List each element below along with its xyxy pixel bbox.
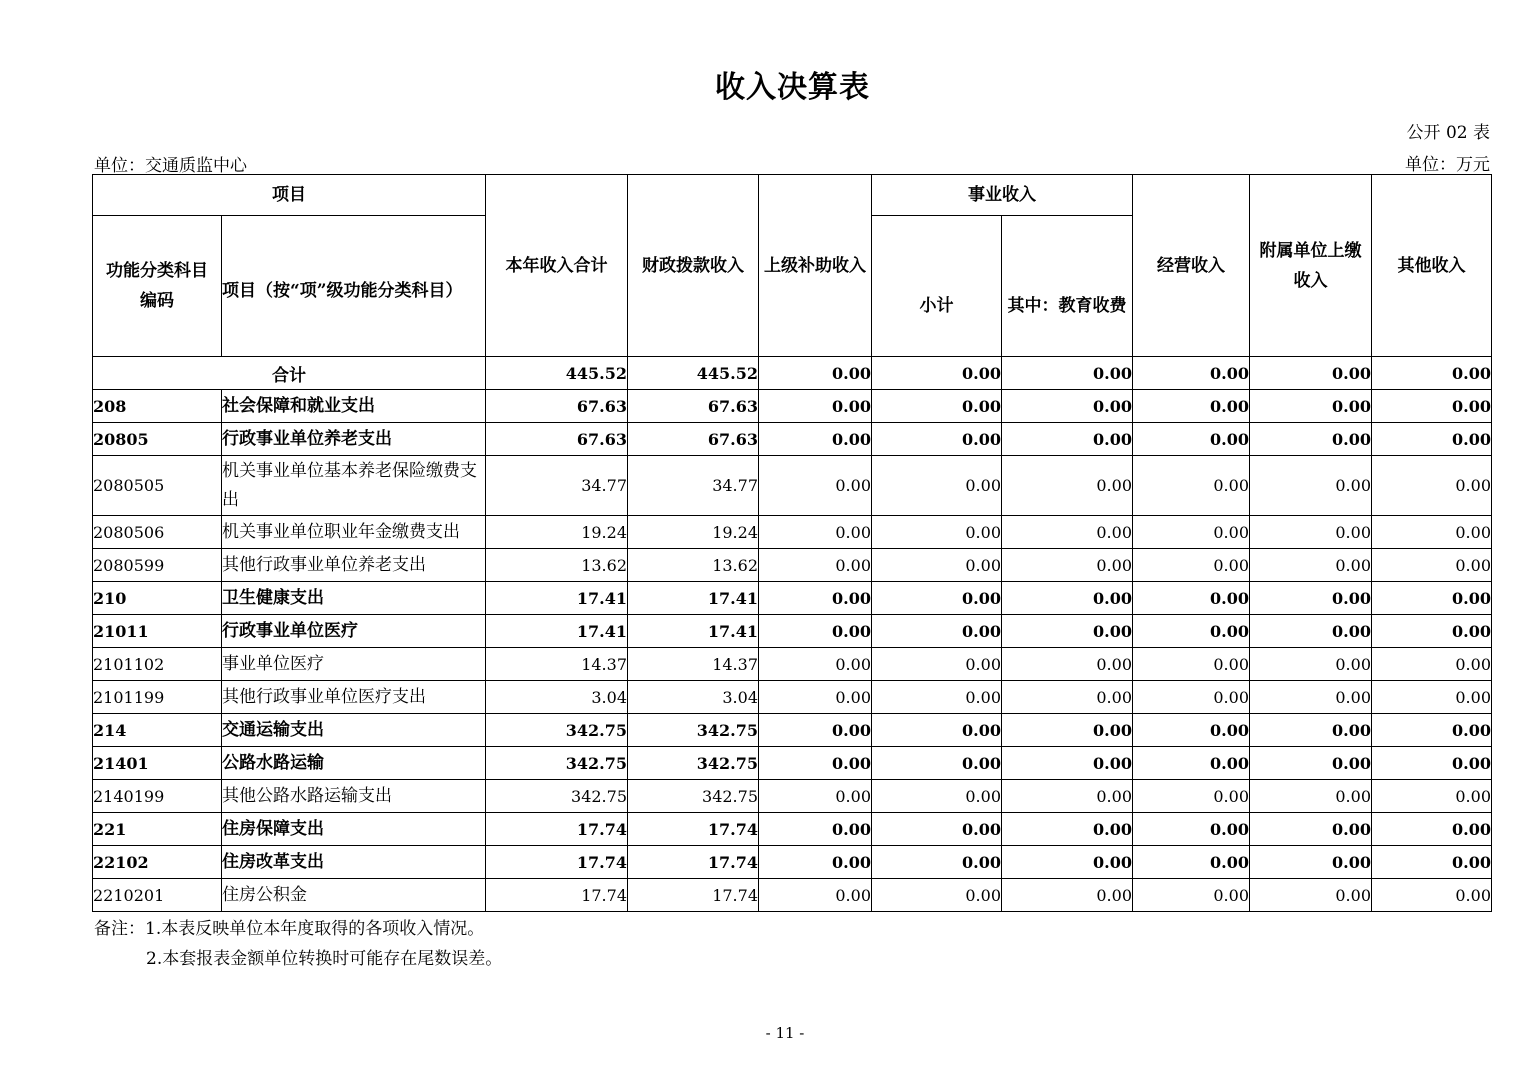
row-value: 17.41	[628, 615, 759, 648]
header-subtotal: 小计	[872, 216, 1002, 357]
row-value: 0.00	[1250, 390, 1372, 423]
row-value: 0.00	[1250, 456, 1372, 516]
row-value: 0.00	[1372, 456, 1492, 516]
row-name: 公路水路运输	[222, 747, 486, 780]
row-value: 0.00	[872, 747, 1002, 780]
row-value: 0.00	[1133, 714, 1250, 747]
row-value: 0.00	[872, 846, 1002, 879]
row-value: 342.75	[628, 747, 759, 780]
row-value: 0.00	[1002, 390, 1133, 423]
row-value: 0.00	[1250, 813, 1372, 846]
row-code: 2140199	[93, 780, 222, 813]
row-code: 21401	[93, 747, 222, 780]
row-value: 0.00	[1133, 456, 1250, 516]
table-row	[93, 516, 1492, 549]
row-code: 221	[93, 813, 222, 846]
row-value: 67.63	[628, 390, 759, 423]
row-name: 住房改革支出	[222, 846, 486, 879]
table-row	[93, 582, 1492, 615]
form-number: 公开 02 表	[1406, 123, 1490, 143]
total-cell: 445.52	[486, 357, 628, 390]
table-row	[93, 549, 1492, 582]
row-value: 0.00	[1250, 879, 1372, 912]
row-name: 社会保障和就业支出	[222, 390, 486, 423]
row-name: 住房公积金	[222, 879, 486, 912]
table-row	[93, 846, 1492, 879]
total-cell: 0.00	[1133, 357, 1250, 390]
row-name: 行政事业单位养老支出	[222, 423, 486, 456]
table-row	[93, 648, 1492, 681]
notes	[94, 914, 502, 974]
row-value: 67.63	[628, 423, 759, 456]
row-code: 2080506	[93, 516, 222, 549]
row-value: 0.00	[759, 549, 872, 582]
row-value: 67.63	[486, 423, 628, 456]
header-fiscal: 财政拨款收入	[628, 175, 759, 357]
row-value: 14.37	[628, 648, 759, 681]
row-value: 342.75	[628, 780, 759, 813]
table-row	[93, 681, 1492, 714]
row-value: 0.00	[1133, 582, 1250, 615]
row-value: 0.00	[1250, 846, 1372, 879]
row-value: 0.00	[759, 813, 872, 846]
row-value: 0.00	[1002, 780, 1133, 813]
row-value: 0.00	[1250, 747, 1372, 780]
table-row	[93, 813, 1492, 846]
row-value: 0.00	[759, 423, 872, 456]
row-code: 2101102	[93, 648, 222, 681]
row-code: 2080505	[93, 456, 222, 516]
row-value: 0.00	[1002, 813, 1133, 846]
row-value: 0.00	[1372, 780, 1492, 813]
row-value: 0.00	[1133, 549, 1250, 582]
row-value: 0.00	[1002, 549, 1133, 582]
row-value: 0.00	[1250, 714, 1372, 747]
table-row	[93, 390, 1492, 423]
row-value: 17.74	[486, 813, 628, 846]
row-name: 行政事业单位医疗	[222, 615, 486, 648]
total-cell: 0.00	[1372, 357, 1492, 390]
row-value: 0.00	[1133, 648, 1250, 681]
row-value: 0.00	[1372, 648, 1492, 681]
row-value: 3.04	[486, 681, 628, 714]
row-value: 0.00	[872, 423, 1002, 456]
row-value: 17.41	[486, 615, 628, 648]
row-value: 0.00	[1133, 780, 1250, 813]
row-name: 其他行政事业单位养老支出	[222, 549, 486, 582]
row-code: 22102	[93, 846, 222, 879]
page-title: 收入决算表	[715, 70, 870, 105]
header-superior: 上级补助收入	[759, 175, 872, 357]
row-value: 3.04	[628, 681, 759, 714]
total-cell: 0.00	[759, 357, 872, 390]
row-value: 0.00	[1372, 549, 1492, 582]
row-code: 2210201	[93, 879, 222, 912]
row-name: 事业单位医疗	[222, 648, 486, 681]
row-value: 0.00	[872, 780, 1002, 813]
row-value: 19.24	[486, 516, 628, 549]
header-business: 事业收入	[872, 175, 1133, 216]
table-row	[93, 714, 1492, 747]
row-value: 0.00	[1133, 390, 1250, 423]
row-value: 0.00	[872, 615, 1002, 648]
row-value: 0.00	[1002, 516, 1133, 549]
row-value: 0.00	[759, 516, 872, 549]
header-project: 项目	[93, 175, 486, 216]
row-value: 0.00	[759, 780, 872, 813]
row-value: 342.75	[486, 714, 628, 747]
row-code: 21011	[93, 615, 222, 648]
row-value: 0.00	[759, 582, 872, 615]
income-table	[92, 174, 1492, 912]
row-value: 67.63	[486, 390, 628, 423]
table-row	[93, 423, 1492, 456]
total-row	[93, 357, 1492, 390]
row-name: 卫生健康支出	[222, 582, 486, 615]
row-code: 2080599	[93, 549, 222, 582]
row-value: 19.24	[628, 516, 759, 549]
row-value: 0.00	[872, 813, 1002, 846]
row-value: 34.77	[486, 456, 628, 516]
row-value: 0.00	[1002, 615, 1133, 648]
row-name: 其他公路水路运输支出	[222, 780, 486, 813]
row-value: 13.62	[486, 549, 628, 582]
currency-unit: 单位：万元	[1405, 155, 1490, 175]
row-value: 0.00	[1002, 714, 1133, 747]
row-value: 0.00	[1250, 582, 1372, 615]
row-value: 0.00	[1250, 648, 1372, 681]
row-value: 0.00	[872, 456, 1002, 516]
total-cell: 0.00	[1002, 357, 1133, 390]
row-value: 17.74	[628, 879, 759, 912]
row-code: 210	[93, 582, 222, 615]
row-value: 0.00	[759, 615, 872, 648]
table-row	[93, 879, 1492, 912]
row-value: 0.00	[1250, 423, 1372, 456]
row-value: 0.00	[872, 516, 1002, 549]
row-code: 208	[93, 390, 222, 423]
total-cell: 445.52	[628, 357, 759, 390]
total-cell: 0.00	[1250, 357, 1372, 390]
row-value: 17.74	[628, 846, 759, 879]
row-value: 0.00	[872, 549, 1002, 582]
row-value: 0.00	[1372, 516, 1492, 549]
page-number: - 11 -	[765, 1024, 805, 1042]
header-other: 其他收入	[1372, 175, 1492, 357]
total-cell: 0.00	[872, 357, 1002, 390]
row-value: 0.00	[872, 648, 1002, 681]
row-value: 17.41	[486, 582, 628, 615]
reporting-unit: 单位：交通质监中心	[94, 156, 247, 176]
row-name: 住房保障支出	[222, 813, 486, 846]
row-value: 0.00	[759, 648, 872, 681]
table-row	[93, 615, 1492, 648]
row-value: 0.00	[1133, 747, 1250, 780]
row-value: 0.00	[1133, 423, 1250, 456]
note-line-1: 备注：1.本表反映单位本年度取得的各项收入情况。	[94, 919, 485, 939]
row-value: 0.00	[759, 846, 872, 879]
row-value: 34.77	[628, 456, 759, 516]
row-name: 机关事业单位基本养老保险缴费支出	[222, 456, 486, 516]
row-value: 342.75	[486, 780, 628, 813]
row-value: 0.00	[1372, 582, 1492, 615]
row-value: 0.00	[759, 390, 872, 423]
row-value: 0.00	[1372, 747, 1492, 780]
row-value: 0.00	[1002, 879, 1133, 912]
row-value: 0.00	[1002, 456, 1133, 516]
row-value: 0.00	[1133, 516, 1250, 549]
row-value: 17.74	[486, 846, 628, 879]
row-value: 0.00	[1372, 714, 1492, 747]
row-value: 0.00	[1250, 516, 1372, 549]
header-func-code: 功能分类科目编码	[93, 216, 222, 357]
header-affiliate: 附属单位上缴收入	[1250, 175, 1372, 357]
row-value: 0.00	[1133, 879, 1250, 912]
row-value: 0.00	[759, 747, 872, 780]
row-code: 2101199	[93, 681, 222, 714]
row-value: 0.00	[1250, 780, 1372, 813]
row-value: 13.62	[628, 549, 759, 582]
row-value: 0.00	[1372, 846, 1492, 879]
row-value: 0.00	[1133, 615, 1250, 648]
table-row	[93, 780, 1492, 813]
row-value: 0.00	[1002, 423, 1133, 456]
row-value: 0.00	[759, 714, 872, 747]
row-value: 0.00	[1002, 648, 1133, 681]
row-value: 0.00	[1250, 549, 1372, 582]
row-value: 0.00	[1002, 747, 1133, 780]
row-value: 17.74	[486, 879, 628, 912]
row-value: 14.37	[486, 648, 628, 681]
row-value: 0.00	[1372, 615, 1492, 648]
row-value: 0.00	[1133, 846, 1250, 879]
header-total: 本年收入合计	[486, 175, 628, 357]
row-name: 其他行政事业单位医疗支出	[222, 681, 486, 714]
row-value: 0.00	[872, 390, 1002, 423]
header-operating: 经营收入	[1133, 175, 1250, 357]
row-code: 214	[93, 714, 222, 747]
row-value: 0.00	[1372, 879, 1492, 912]
row-value: 342.75	[486, 747, 628, 780]
row-value: 0.00	[1372, 423, 1492, 456]
row-value: 0.00	[1372, 681, 1492, 714]
row-name: 交通运输支出	[222, 714, 486, 747]
row-value: 0.00	[1372, 813, 1492, 846]
row-value: 0.00	[872, 582, 1002, 615]
row-value: 0.00	[1250, 615, 1372, 648]
row-code: 20805	[93, 423, 222, 456]
row-value: 0.00	[759, 456, 872, 516]
row-value: 342.75	[628, 714, 759, 747]
table-row	[93, 456, 1492, 516]
row-value: 0.00	[1002, 846, 1133, 879]
table-row	[93, 747, 1492, 780]
row-value: 0.00	[872, 879, 1002, 912]
row-value: 0.00	[1133, 681, 1250, 714]
row-value: 0.00	[872, 714, 1002, 747]
row-value: 0.00	[872, 681, 1002, 714]
row-value: 17.41	[628, 582, 759, 615]
row-value: 0.00	[1372, 390, 1492, 423]
note-line-2: 2.本套报表金额单位转换时可能存在尾数误差。	[146, 949, 503, 969]
total-label: 合计	[93, 357, 486, 390]
row-name: 机关事业单位职业年金缴费支出	[222, 516, 486, 549]
row-value: 0.00	[1250, 681, 1372, 714]
row-value: 0.00	[759, 681, 872, 714]
row-value: 0.00	[1133, 813, 1250, 846]
header-item-name: 项目（按“项”级功能分类科目）	[222, 216, 486, 357]
row-value: 0.00	[759, 879, 872, 912]
row-value: 0.00	[1002, 582, 1133, 615]
header-education: 其中：教育收费	[1002, 216, 1133, 357]
row-value: 0.00	[1002, 681, 1133, 714]
row-value: 17.74	[628, 813, 759, 846]
